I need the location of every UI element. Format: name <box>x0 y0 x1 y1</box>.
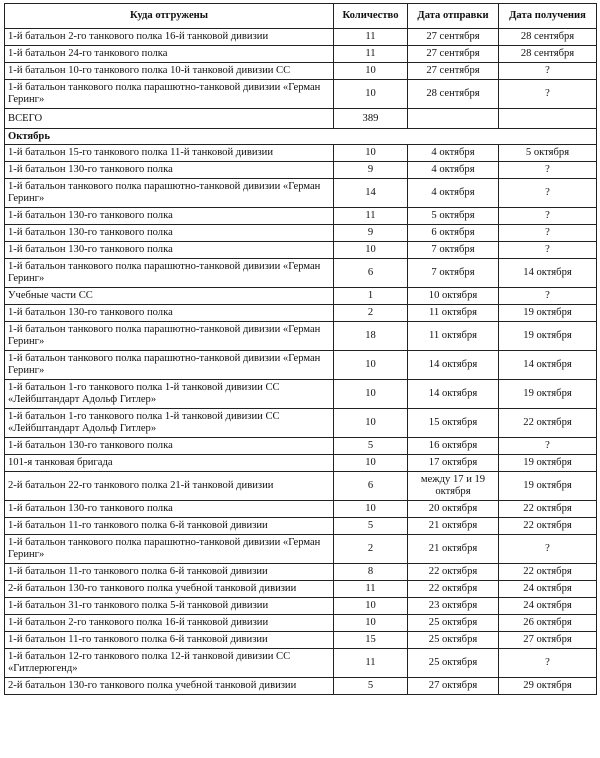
sent-date-cell: между 17 и 19 октября <box>408 472 499 501</box>
table-header-row <box>5 4 597 29</box>
received-date-cell: 26 октября <box>499 615 597 632</box>
destination-cell: 1-й батальон 12-го танкового полка 12-й танковой дивизии СС «Гитлерюгенд» <box>5 649 334 678</box>
quantity-cell: 10 <box>334 598 408 615</box>
section-row <box>5 129 597 145</box>
quantity-cell: 10 <box>334 455 408 472</box>
quantity-cell: 6 <box>334 472 408 501</box>
quantity-cell: 14 <box>334 179 408 208</box>
table-row <box>5 581 597 598</box>
sent-date-cell: 20 октября <box>408 501 499 518</box>
destination-cell: 1-й батальон танкового полка парашютно-танковой дивизии «Герман Геринг» <box>5 535 334 564</box>
received-date-cell: ? <box>499 535 597 564</box>
destination-cell: 1-й батальон 10-го танкового полка 10-й танковой дивизии СС <box>5 63 334 80</box>
quantity-cell: 8 <box>334 564 408 581</box>
table-row <box>5 46 597 63</box>
destination-cell: 1-й батальон танкового полка парашютно-танковой дивизии «Герман Геринг» <box>5 322 334 351</box>
destination-cell: 1-й батальон танкового полка парашютно-танковой дивизии «Герман Геринг» <box>5 351 334 380</box>
header-received-date: Дата получения <box>499 4 597 29</box>
header-sent-date: Дата отправки <box>408 4 499 29</box>
table-row <box>5 455 597 472</box>
table-row <box>5 305 597 322</box>
received-date-cell: ? <box>499 649 597 678</box>
destination-cell: 2-й батальон 130-го танкового полка учебной танковой дивизии <box>5 581 334 598</box>
received-date-cell: ? <box>499 63 597 80</box>
sent-date-cell: 15 октября <box>408 409 499 438</box>
sent-date-cell: 11 октября <box>408 322 499 351</box>
sent-date-cell: 27 октября <box>408 678 499 695</box>
sent-date-cell: 22 октября <box>408 564 499 581</box>
sent-date-cell: 27 сентября <box>408 29 499 46</box>
destination-cell: ВСЕГО <box>5 109 334 129</box>
sent-date-cell: 25 октября <box>408 632 499 649</box>
quantity-cell: 9 <box>334 225 408 242</box>
received-date-cell: ? <box>499 242 597 259</box>
received-date-cell: 22 октября <box>499 409 597 438</box>
sent-date-cell: 7 октября <box>408 259 499 288</box>
destination-cell: 1-й батальон 31-го танкового полка 5-й танковой дивизии <box>5 598 334 615</box>
destination-cell: 1-й батальон 11-го танкового полка 6-й танковой дивизии <box>5 564 334 581</box>
received-date-cell: 19 октября <box>499 472 597 501</box>
sent-date-cell: 25 октября <box>408 615 499 632</box>
destination-cell: Учебные части СС <box>5 288 334 305</box>
sent-date-cell: 14 октября <box>408 380 499 409</box>
quantity-cell: 10 <box>334 63 408 80</box>
table-row <box>5 535 597 564</box>
destination-cell: 1-й батальон 130-го танкового полка <box>5 208 334 225</box>
table-row <box>5 380 597 409</box>
sent-date-cell: 11 октября <box>408 305 499 322</box>
received-date-cell: 27 октября <box>499 632 597 649</box>
destination-cell: 1-й батальон танкового полка парашютно-танковой дивизии «Герман Геринг» <box>5 259 334 288</box>
sent-date-cell: 14 октября <box>408 351 499 380</box>
destination-cell: 1-й батальон 1-го танкового полка 1-й танковой дивизии СС «Лейбштандарт Адольф Гитлер» <box>5 409 334 438</box>
quantity-cell: 6 <box>334 259 408 288</box>
sent-date-cell: 21 октября <box>408 535 499 564</box>
table-row <box>5 598 597 615</box>
destination-cell: 1-й батальон 130-го танкового полка <box>5 225 334 242</box>
destination-cell: 1-й батальон 130-го танкового полка <box>5 501 334 518</box>
quantity-cell: 15 <box>334 632 408 649</box>
header-destination: Куда отгружены <box>5 4 334 29</box>
table-row <box>5 162 597 179</box>
sent-date-cell: 7 октября <box>408 242 499 259</box>
destination-cell: 1-й батальон 2-го танкового полка 16-й танковой дивизии <box>5 615 334 632</box>
sent-date-cell: 21 октября <box>408 518 499 535</box>
quantity-cell: 11 <box>334 46 408 63</box>
table-row <box>5 501 597 518</box>
received-date-cell: 28 сентября <box>499 29 597 46</box>
sent-date-cell: 16 октября <box>408 438 499 455</box>
quantity-cell: 5 <box>334 678 408 695</box>
sent-date-cell: 6 октября <box>408 225 499 242</box>
destination-cell: 1-й батальон 130-го танкового полка <box>5 305 334 322</box>
destination-cell: 1-й батальон танкового полка парашютно-танковой дивизии «Герман Геринг» <box>5 80 334 109</box>
destination-cell: 1-й батальон 2-го танкового полка 16-й танковой дивизии <box>5 29 334 46</box>
quantity-cell: 10 <box>334 409 408 438</box>
quantity-cell: 18 <box>334 322 408 351</box>
quantity-cell: 9 <box>334 162 408 179</box>
sent-date-cell: 10 октября <box>408 288 499 305</box>
received-date-cell: 22 октября <box>499 564 597 581</box>
received-date-cell: 29 октября <box>499 678 597 695</box>
received-date-cell: 5 октября <box>499 145 597 162</box>
received-date-cell: ? <box>499 288 597 305</box>
destination-cell: 1-й батальон 130-го танкового полка <box>5 438 334 455</box>
destination-cell: 1-й батальон 11-го танкового полка 6-й танковой дивизии <box>5 632 334 649</box>
table-row <box>5 208 597 225</box>
table-row <box>5 632 597 649</box>
sent-date-cell: 4 октября <box>408 179 499 208</box>
header-quantity: Количество <box>334 4 408 29</box>
quantity-cell: 10 <box>334 380 408 409</box>
quantity-cell: 2 <box>334 305 408 322</box>
received-date-cell: 19 октября <box>499 455 597 472</box>
destination-cell: 1-й батальон 1-го танкового полка 1-й танковой дивизии СС «Лейбштандарт Адольф Гитлер» <box>5 380 334 409</box>
received-date-cell: ? <box>499 225 597 242</box>
destination-cell: 1-й батальон 15-го танкового полка 11-й танковой дивизии <box>5 145 334 162</box>
received-date-cell: 22 октября <box>499 518 597 535</box>
table-row <box>5 564 597 581</box>
destination-cell: 2-й батальон 22-го танкового полка 21-й танковой дивизии <box>5 472 334 501</box>
table-body <box>5 29 597 695</box>
sent-date-cell: 28 сентября <box>408 80 499 109</box>
sent-date-cell: 23 октября <box>408 598 499 615</box>
table-row <box>5 438 597 455</box>
table-row <box>5 678 597 695</box>
table-row <box>5 80 597 109</box>
destination-cell: 1-й батальон 11-го танкового полка 6-й танковой дивизии <box>5 518 334 535</box>
table-row <box>5 288 597 305</box>
table-row <box>5 29 597 46</box>
destination-cell: 1-й батальон 130-го танкового полка <box>5 242 334 259</box>
destination-cell: 1-й батальон 24-го танкового полка <box>5 46 334 63</box>
destination-cell: 101-я танковая бригада <box>5 455 334 472</box>
received-date-cell: 19 октября <box>499 305 597 322</box>
quantity-cell: 10 <box>334 351 408 380</box>
quantity-cell: 11 <box>334 208 408 225</box>
table-row <box>5 225 597 242</box>
table-row <box>5 518 597 535</box>
sent-date-cell: 5 октября <box>408 208 499 225</box>
table-row <box>5 109 597 129</box>
quantity-cell: 2 <box>334 535 408 564</box>
received-date-cell: 24 октября <box>499 598 597 615</box>
received-date-cell: 22 октября <box>499 501 597 518</box>
quantity-cell: 1 <box>334 288 408 305</box>
table-row <box>5 409 597 438</box>
table-row <box>5 145 597 162</box>
sent-date-cell: 4 октября <box>408 162 499 179</box>
received-date-cell: 24 октября <box>499 581 597 598</box>
table-row <box>5 179 597 208</box>
received-date-cell: ? <box>499 208 597 225</box>
sent-date-cell: 27 сентября <box>408 63 499 80</box>
sent-date-cell: 17 октября <box>408 455 499 472</box>
quantity-cell: 5 <box>334 518 408 535</box>
quantity-cell: 10 <box>334 501 408 518</box>
sent-date-cell: 27 сентября <box>408 46 499 63</box>
quantity-cell: 11 <box>334 649 408 678</box>
received-date-cell: ? <box>499 438 597 455</box>
destination-cell: 1-й батальон 130-го танкового полка <box>5 162 334 179</box>
quantity-cell: 10 <box>334 615 408 632</box>
received-date-cell: ? <box>499 179 597 208</box>
quantity-cell: 10 <box>334 145 408 162</box>
table-row <box>5 472 597 501</box>
shipments-table <box>4 3 597 695</box>
table-row <box>5 322 597 351</box>
destination-cell: 2-й батальон 130-го танкового полка учебной танковой дивизии <box>5 678 334 695</box>
quantity-cell: 389 <box>334 109 408 129</box>
quantity-cell: 10 <box>334 242 408 259</box>
table-row <box>5 351 597 380</box>
sent-date-cell <box>408 109 499 129</box>
received-date-cell: 19 октября <box>499 322 597 351</box>
quantity-cell: 11 <box>334 29 408 46</box>
received-date-cell <box>499 109 597 129</box>
received-date-cell: ? <box>499 162 597 179</box>
destination-cell: 1-й батальон танкового полка парашютно-танковой дивизии «Герман Геринг» <box>5 179 334 208</box>
sent-date-cell: 4 октября <box>408 145 499 162</box>
table-row <box>5 615 597 632</box>
table-row <box>5 63 597 80</box>
received-date-cell: 19 октября <box>499 380 597 409</box>
quantity-cell: 11 <box>334 581 408 598</box>
sent-date-cell: 22 октября <box>408 581 499 598</box>
sent-date-cell: 25 октября <box>408 649 499 678</box>
table-row <box>5 242 597 259</box>
received-date-cell: 14 октября <box>499 259 597 288</box>
received-date-cell: 14 октября <box>499 351 597 380</box>
table-row <box>5 649 597 678</box>
received-date-cell: 28 сентября <box>499 46 597 63</box>
received-date-cell: ? <box>499 80 597 109</box>
section-label: Октябрь <box>5 129 597 145</box>
table-row <box>5 259 597 288</box>
quantity-cell: 10 <box>334 80 408 109</box>
quantity-cell: 5 <box>334 438 408 455</box>
